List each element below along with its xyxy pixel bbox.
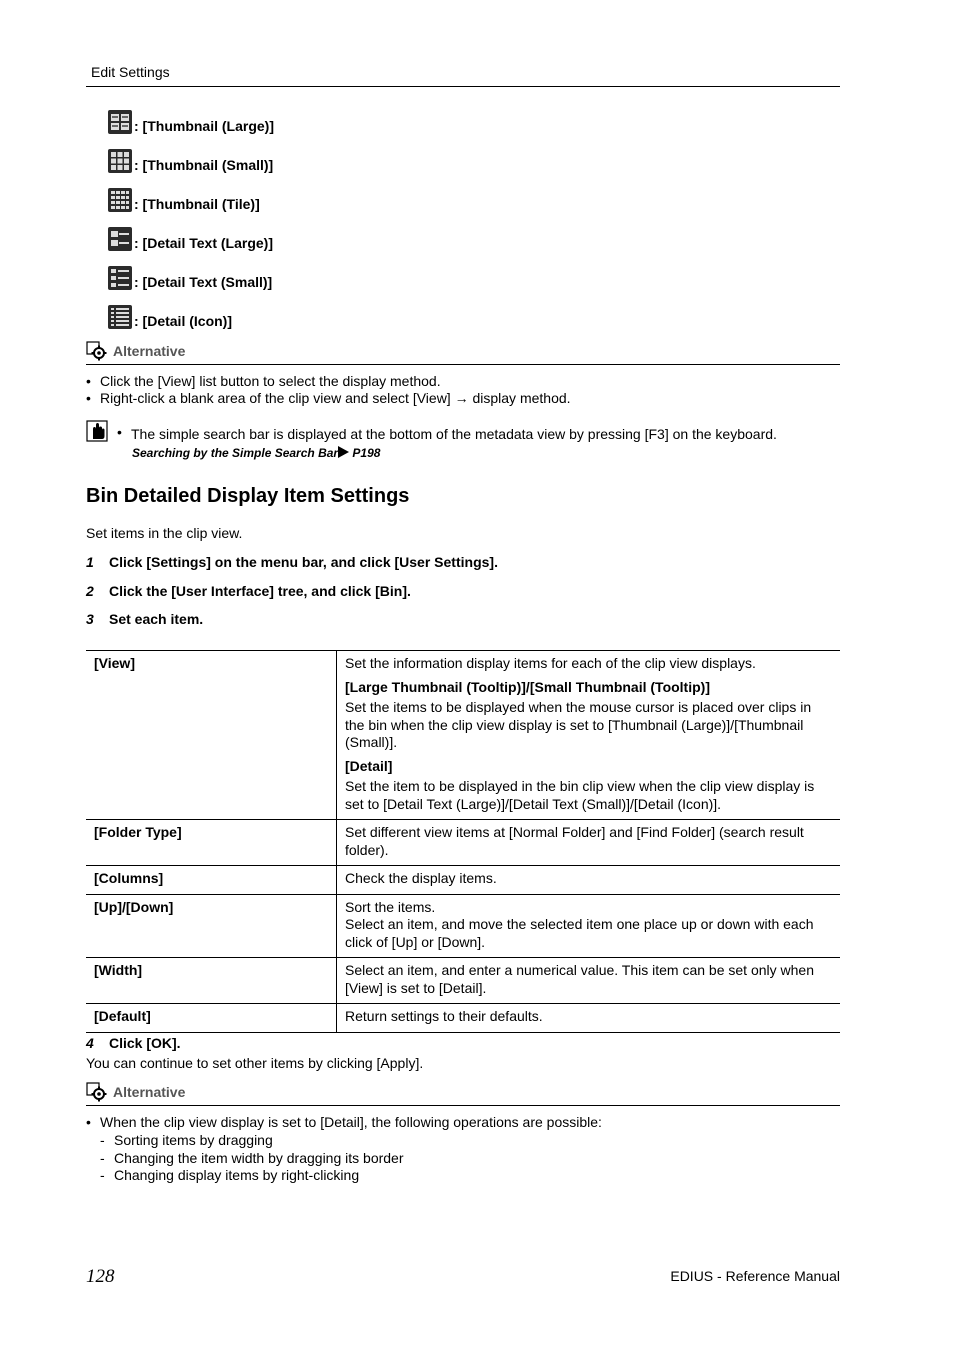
view-mode-thumbnail-tile [108,186,260,212]
bullet-text: Right-click a blank area of the clip view and select [View] → display method. [100,390,571,406]
view-mode-thumbnail-large [108,108,274,134]
manual-title: EDIUS - Reference Manual [670,1268,840,1284]
alternative-rule [86,1105,840,1106]
step-text: Click [OK]. [109,1035,181,1051]
alternative-gear-icon [86,341,108,361]
setting-key: [Folder Type] [86,820,337,866]
note-reference-text: Searching by the Simple Search Bar [132,446,339,460]
note-hand-icon [86,420,110,442]
thumbnail-tile-icon [108,188,132,212]
step [86,583,411,599]
step-number: 3 [86,611,94,627]
section-intro: Set items in the clip view. [86,525,243,541]
bullet-text: Click the [View] list button to select the display method. [100,373,441,389]
settings-table [86,650,840,1033]
table-row [86,820,840,866]
step-number: 2 [86,583,94,599]
table-row [86,958,840,1004]
setting-desc: Set the information display items for each of the clip view displays. [345,655,756,671]
alternative-bullet: • Right-click a blank area of the clip view and select [View] → display method. [86,390,571,406]
alternative-subitem: - Sorting items by dragging [100,1132,273,1148]
setting-desc: Sort the items. [345,898,436,915]
step-text: Set each item. [109,611,204,627]
step [86,1035,181,1051]
table-row [86,894,840,958]
view-mode-thumbnail-small [108,147,273,173]
section-title: Bin Detailed Display Item Settings [86,485,410,507]
step-text: Click the [User Interface] tree, and click [Bin]. [109,583,411,599]
step [86,554,498,570]
detail-icon-icon [108,305,132,329]
setting-key: [Up]/[Down] [86,894,337,958]
subitem-text: Changing the item width by dragging its border [114,1150,404,1166]
alternative-bullet: • Click the [View] list button to select the display method. [86,373,441,389]
view-mode-detail-icon [108,303,232,329]
note-reference-page: P198 [349,446,381,460]
alternative-label: Alternative [113,343,186,359]
header-rule [86,86,840,87]
setting-key: [Default] [86,1004,337,1033]
note-text: The simple search bar is displayed at the bottom of the metadata view by pressing [F3] on the keyboard. [131,426,777,442]
subitem-text: Sorting items by dragging [114,1132,273,1148]
view-mode-detail-text-large [108,225,273,251]
running-header: Edit Settings [91,64,170,80]
table-row [86,866,840,895]
setting-value: Set different view items at [Normal Folder] and [Find Folder] (search result folder). [337,820,841,866]
setting-value: Return settings to their defaults. [337,1004,841,1033]
step [86,611,203,627]
setting-value [337,651,841,820]
setting-subtext: Set the items to be displayed when the mouse cursor is placed over clips in the bin when the clip view display is set to [Thumbnail (Large)]/[Thumbnail (Small)]. [345,699,812,750]
detail-text-large-icon [108,227,132,251]
thumbnail-large-icon [108,110,132,134]
page-number: 128 [86,1266,115,1287]
alternative-subitem: - Changing display items by right-clicking [100,1167,360,1183]
step-text: Click [Settings] on the menu bar, and click [User Settings]. [109,554,498,570]
view-mode-label: : [Thumbnail (Large)] [134,118,274,134]
note-reference[interactable] [132,446,380,460]
alternative-rule [86,364,840,365]
setting-value: Select an item, and enter a numerical value. This item can be set only when [View] is set to [Detail]. [337,958,841,1004]
setting-key: [Width] [86,958,337,1004]
detail-text-small-icon [108,266,132,290]
setting-subtext: Set the item to be displayed in the bin clip view when the clip view display is set to [Detail Text (Large)]/[Detail Text (Small)]/[Detail (Icon)]. [345,778,815,812]
step-number: 1 [86,554,94,570]
subitem-text: Changing display items by right-clicking [114,1167,360,1183]
setting-value [337,894,841,958]
alternative-heading [86,341,840,361]
thumbnail-small-icon [108,149,132,173]
alternative-heading [86,1082,840,1102]
alternative-gear-icon [86,1082,108,1102]
table-row [86,1004,840,1033]
step-number: 4 [86,1035,94,1051]
view-mode-label: : [Detail (Icon)] [134,313,232,329]
note-bullet: • [117,424,122,440]
setting-value: Check the display items. [337,866,841,895]
view-mode-label: : [Thumbnail (Tile)] [134,196,260,212]
alternative-label: Alternative [113,1084,186,1100]
table-row [86,651,840,820]
setting-key: [Columns] [86,866,337,895]
alternative-bullet: • When the clip view display is set to [Detail], the following operations are possible: [86,1114,602,1130]
view-mode-detail-text-small [108,264,272,290]
view-mode-label: : [Thumbnail (Small)] [134,157,274,173]
bullet-text: When the clip view display is set to [Detail], the following operations are possible: [100,1114,602,1130]
page-arrow-icon [338,446,349,458]
setting-key: [View] [86,651,337,820]
step-note: You can continue to set other items by clicking [Apply]. [86,1055,424,1071]
setting-subtitle: [Large Thumbnail (Tooltip)]/[Small Thumbnail (Tooltip)] [345,678,710,695]
setting-subtitle: [Detail] [345,757,393,774]
setting-desc: Select an item, and move the selected item one place up or down with each click of [Up] or [Down]. [345,916,814,950]
alternative-subitem: - Changing the item width by dragging its border [100,1150,404,1166]
view-mode-label: : [Detail Text (Small)] [134,274,273,290]
view-mode-label: : [Detail Text (Large)] [134,235,273,251]
